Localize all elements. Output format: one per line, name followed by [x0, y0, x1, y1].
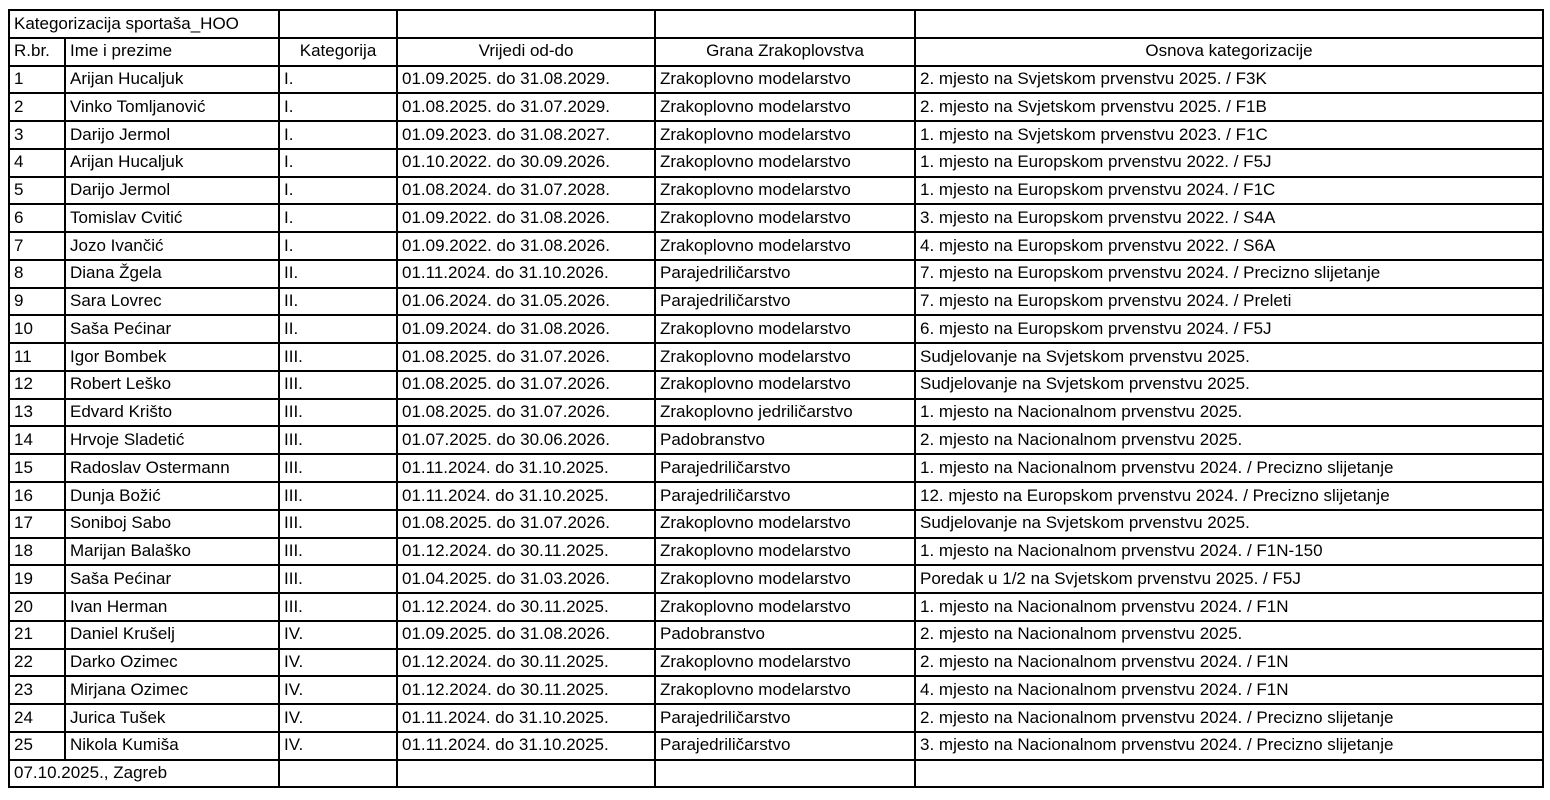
cell-category: III.: [279, 343, 397, 371]
table-row: [9, 232, 1543, 260]
cell-basis: Sudjelovanje na Svjetskom prvenstvu 2025.: [915, 510, 1543, 538]
cell-valid: 01.12.2024. do 30.11.2025.: [397, 538, 655, 566]
cell-branch: Zrakoplovno modelarstvo: [655, 177, 915, 205]
cell-valid: 01.09.2025. do 31.08.2026.: [397, 621, 655, 649]
cell-basis: 7. mjesto na Europskom prvenstvu 2024. / Preleti: [915, 288, 1543, 316]
cell-name: Sara Lovrec: [65, 288, 279, 316]
cell-rbr: 8: [9, 260, 65, 288]
cell-rbr: 1: [9, 66, 65, 94]
cell-basis: 4. mjesto na Europskom prvenstvu 2022. / S6A: [915, 232, 1543, 260]
cell-valid: 01.12.2024. do 30.11.2025.: [397, 676, 655, 704]
cell-basis: 1. mjesto na Nacionalnom prvenstvu 2024. / F1N: [915, 593, 1543, 621]
table-row: [9, 371, 1543, 399]
table-row: [9, 482, 1543, 510]
cell-rbr: 16: [9, 482, 65, 510]
table-row: [9, 510, 1543, 538]
cell-rbr: 3: [9, 121, 65, 149]
cell-branch: Zrakoplovno modelarstvo: [655, 565, 915, 593]
cell-name: Saša Pećinar: [65, 315, 279, 343]
column-header-name: Ime i prezime: [65, 38, 279, 66]
cell-rbr: 25: [9, 732, 65, 760]
cell-name: Igor Bombek: [65, 343, 279, 371]
cell-basis: 2. mjesto na Nacionalnom prvenstvu 2024. / Precizno slijetanje: [915, 704, 1543, 732]
cell-valid: 01.09.2025. do 31.08.2029.: [397, 66, 655, 94]
cell-branch: Zrakoplovno jedriličarstvo: [655, 399, 915, 427]
cell-rbr: 19: [9, 565, 65, 593]
cell-basis: Poredak u 1/2 na Svjetskom prvenstvu 2025. / F5J: [915, 565, 1543, 593]
title-row: [9, 10, 1543, 38]
column-header-rbr: R.br.: [9, 38, 65, 66]
cell-valid: 01.08.2025. do 31.07.2026.: [397, 510, 655, 538]
cell-branch: Zrakoplovno modelarstvo: [655, 149, 915, 177]
cell-branch: Zrakoplovno modelarstvo: [655, 538, 915, 566]
cell-category: I.: [279, 232, 397, 260]
cell-valid: 01.09.2022. do 31.08.2026.: [397, 232, 655, 260]
cell-category: III.: [279, 510, 397, 538]
footer-date-place: 07.10.2025., Zagreb: [9, 760, 279, 788]
cell-rbr: 10: [9, 315, 65, 343]
table-row: [9, 260, 1543, 288]
cell-name: Nikola Kumiša: [65, 732, 279, 760]
header-row: [9, 38, 1543, 66]
cell-branch: Zrakoplovno modelarstvo: [655, 232, 915, 260]
cell-rbr: 15: [9, 454, 65, 482]
cell-basis: 1. mjesto na Nacionalnom prvenstvu 2024. / Precizno slijetanje: [915, 454, 1543, 482]
cell-category: I.: [279, 93, 397, 121]
cell-name: Ivan Herman: [65, 593, 279, 621]
cell-rbr: 6: [9, 204, 65, 232]
column-header-category: Kategorija: [279, 38, 397, 66]
cell-basis: 2. mjesto na Svjetskom prvenstvu 2025. / F1B: [915, 93, 1543, 121]
cell-rbr: 13: [9, 399, 65, 427]
cell-category: III.: [279, 371, 397, 399]
cell-branch: Parajedriličarstvo: [655, 454, 915, 482]
cell-basis: 2. mjesto na Nacionalnom prvenstvu 2025.: [915, 426, 1543, 454]
cell-category: III.: [279, 565, 397, 593]
cell-basis: 3. mjesto na Nacionalnom prvenstvu 2024. / Precizno slijetanje: [915, 732, 1543, 760]
cell-valid: 01.11.2024. do 31.10.2025.: [397, 732, 655, 760]
cell-valid: 01.12.2024. do 30.11.2025.: [397, 649, 655, 677]
cell-valid: 01.11.2024. do 31.10.2025.: [397, 454, 655, 482]
table-row: [9, 593, 1543, 621]
table-row: [9, 288, 1543, 316]
cell-basis: 1. mjesto na Svjetskom prvenstvu 2023. / F1C: [915, 121, 1543, 149]
cell-category: I.: [279, 66, 397, 94]
cell-branch: Padobranstvo: [655, 621, 915, 649]
table-row: [9, 426, 1543, 454]
cell-rbr: 17: [9, 510, 65, 538]
cell-branch: Parajedriličarstvo: [655, 732, 915, 760]
cell-name: Jurica Tušek: [65, 704, 279, 732]
footer-row: [9, 760, 1543, 788]
cell-name: Hrvoje Sladetić: [65, 426, 279, 454]
cell-valid: 01.06.2024. do 31.05.2026.: [397, 288, 655, 316]
empty-cell: [279, 760, 397, 788]
cell-branch: Zrakoplovno modelarstvo: [655, 204, 915, 232]
cell-basis: 1. mjesto na Nacionalnom prvenstvu 2024. / F1N-150: [915, 538, 1543, 566]
table-row: [9, 315, 1543, 343]
cell-valid: 01.09.2023. do 31.08.2027.: [397, 121, 655, 149]
cell-name: Soniboj Sabo: [65, 510, 279, 538]
cell-category: II.: [279, 260, 397, 288]
cell-valid: 01.10.2022. do 30.09.2026.: [397, 149, 655, 177]
cell-valid: 01.08.2024. do 31.07.2028.: [397, 177, 655, 205]
cell-name: Diana Žgela: [65, 260, 279, 288]
cell-name: Darijo Jermol: [65, 177, 279, 205]
cell-valid: 01.08.2025. do 31.07.2026.: [397, 343, 655, 371]
cell-rbr: 12: [9, 371, 65, 399]
cell-name: Vinko Tomljanović: [65, 93, 279, 121]
column-header-valid: Vrijedi od-do: [397, 38, 655, 66]
cell-valid: 01.04.2025. do 31.03.2026.: [397, 565, 655, 593]
cell-branch: Zrakoplovno modelarstvo: [655, 93, 915, 121]
cell-category: II.: [279, 288, 397, 316]
cell-basis: 1. mjesto na Nacionalnom prvenstvu 2025.: [915, 399, 1543, 427]
cell-valid: 01.08.2025. do 31.07.2026.: [397, 399, 655, 427]
cell-valid: 01.08.2025. do 31.07.2026.: [397, 371, 655, 399]
cell-category: III.: [279, 426, 397, 454]
cell-category: III.: [279, 593, 397, 621]
cell-name: Dunja Božić: [65, 482, 279, 510]
cell-name: Tomislav Cvitić: [65, 204, 279, 232]
empty-cell: [397, 760, 655, 788]
table-row: [9, 149, 1543, 177]
cell-rbr: 22: [9, 649, 65, 677]
table-row: [9, 454, 1543, 482]
cell-branch: Parajedriličarstvo: [655, 704, 915, 732]
cell-category: III.: [279, 538, 397, 566]
cell-category: I.: [279, 177, 397, 205]
table-row: [9, 621, 1543, 649]
cell-rbr: 14: [9, 426, 65, 454]
cell-rbr: 20: [9, 593, 65, 621]
cell-name: Arijan Hucaljuk: [65, 66, 279, 94]
cell-branch: Zrakoplovno modelarstvo: [655, 343, 915, 371]
cell-branch: Parajedriličarstvo: [655, 482, 915, 510]
cell-name: Mirjana Ozimec: [65, 676, 279, 704]
cell-basis: Sudjelovanje na Svjetskom prvenstvu 2025.: [915, 371, 1543, 399]
cell-category: III.: [279, 482, 397, 510]
cell-name: Edvard Krišto: [65, 399, 279, 427]
cell-rbr: 2: [9, 93, 65, 121]
cell-rbr: 21: [9, 621, 65, 649]
cell-basis: 6. mjesto na Europskom prvenstvu 2024. / F5J: [915, 315, 1543, 343]
cell-rbr: 4: [9, 149, 65, 177]
empty-cell: [279, 10, 397, 38]
table-row: [9, 121, 1543, 149]
empty-cell: [655, 10, 915, 38]
cell-name: Robert Leško: [65, 371, 279, 399]
cell-name: Marijan Balaško: [65, 538, 279, 566]
cell-branch: Parajedriličarstvo: [655, 288, 915, 316]
cell-category: II.: [279, 315, 397, 343]
empty-cell: [397, 10, 655, 38]
table-row: [9, 732, 1543, 760]
cell-branch: Parajedriličarstvo: [655, 260, 915, 288]
cell-category: III.: [279, 454, 397, 482]
cell-valid: 01.11.2024. do 31.10.2026.: [397, 260, 655, 288]
cell-category: III.: [279, 399, 397, 427]
cell-branch: Zrakoplovno modelarstvo: [655, 593, 915, 621]
cell-branch: Zrakoplovno modelarstvo: [655, 676, 915, 704]
table-row: [9, 704, 1543, 732]
empty-cell: [655, 760, 915, 788]
cell-valid: 01.07.2025. do 30.06.2026.: [397, 426, 655, 454]
cell-branch: Zrakoplovno modelarstvo: [655, 121, 915, 149]
table-title: Kategorizacija sportaša_HOO: [9, 10, 279, 38]
column-header-branch: Grana Zrakoplovstva: [655, 38, 915, 66]
table-row: [9, 565, 1543, 593]
cell-valid: 01.11.2024. do 31.10.2025.: [397, 704, 655, 732]
cell-rbr: 7: [9, 232, 65, 260]
cell-category: IV.: [279, 649, 397, 677]
cell-branch: Zrakoplovno modelarstvo: [655, 510, 915, 538]
cell-rbr: 24: [9, 704, 65, 732]
table-row: [9, 649, 1543, 677]
table-row: [9, 343, 1543, 371]
cell-rbr: 9: [9, 288, 65, 316]
column-header-basis: Osnova kategorizacije: [915, 38, 1543, 66]
cell-category: IV.: [279, 704, 397, 732]
empty-cell: [915, 10, 1543, 38]
cell-name: Jozo Ivančić: [65, 232, 279, 260]
cell-valid: 01.09.2024. do 31.08.2026.: [397, 315, 655, 343]
cell-basis: 7. mjesto na Europskom prvenstvu 2024. / Precizno slijetanje: [915, 260, 1543, 288]
cell-branch: Zrakoplovno modelarstvo: [655, 315, 915, 343]
cell-rbr: 18: [9, 538, 65, 566]
cell-basis: Sudjelovanje na Svjetskom prvenstvu 2025.: [915, 343, 1543, 371]
cell-basis: 4. mjesto na Nacionalnom prvenstvu 2024. / F1N: [915, 676, 1543, 704]
cell-branch: Zrakoplovno modelarstvo: [655, 371, 915, 399]
cell-valid: 01.12.2024. do 30.11.2025.: [397, 593, 655, 621]
table-row: [9, 538, 1543, 566]
cell-basis: 2. mjesto na Nacionalnom prvenstvu 2025.: [915, 621, 1543, 649]
cell-category: IV.: [279, 676, 397, 704]
cell-category: I.: [279, 121, 397, 149]
cell-name: Arijan Hucaljuk: [65, 149, 279, 177]
cell-basis: 2. mjesto na Nacionalnom prvenstvu 2024. / F1N: [915, 649, 1543, 677]
cell-branch: Zrakoplovno modelarstvo: [655, 649, 915, 677]
cell-basis: 12. mjesto na Europskom prvenstvu 2024. / Precizno slijetanje: [915, 482, 1543, 510]
table-row: [9, 93, 1543, 121]
cell-valid: 01.08.2025. do 31.07.2029.: [397, 93, 655, 121]
cell-valid: 01.11.2024. do 31.10.2025.: [397, 482, 655, 510]
cell-rbr: 11: [9, 343, 65, 371]
cell-rbr: 5: [9, 177, 65, 205]
table-row: [9, 399, 1543, 427]
cell-basis: 1. mjesto na Europskom prvenstvu 2024. / F1C: [915, 177, 1543, 205]
cell-basis: 2. mjesto na Svjetskom prvenstvu 2025. / F3K: [915, 66, 1543, 94]
table-row: [9, 676, 1543, 704]
cell-name: Daniel Krušelj: [65, 621, 279, 649]
cell-category: I.: [279, 149, 397, 177]
cell-basis: 3. mjesto na Europskom prvenstvu 2022. / S4A: [915, 204, 1543, 232]
categorization-table: [8, 9, 1544, 788]
cell-name: Saša Pećinar: [65, 565, 279, 593]
cell-basis: 1. mjesto na Europskom prvenstvu 2022. / F5J: [915, 149, 1543, 177]
table-row: [9, 177, 1543, 205]
table-row: [9, 204, 1543, 232]
cell-category: I.: [279, 204, 397, 232]
cell-name: Radoslav Ostermann: [65, 454, 279, 482]
empty-cell: [915, 760, 1543, 788]
cell-name: Darijo Jermol: [65, 121, 279, 149]
cell-category: IV.: [279, 732, 397, 760]
cell-category: IV.: [279, 621, 397, 649]
table-row: [9, 66, 1543, 94]
cell-valid: 01.09.2022. do 31.08.2026.: [397, 204, 655, 232]
cell-branch: Padobranstvo: [655, 426, 915, 454]
cell-branch: Zrakoplovno modelarstvo: [655, 66, 915, 94]
cell-name: Darko Ozimec: [65, 649, 279, 677]
cell-rbr: 23: [9, 676, 65, 704]
